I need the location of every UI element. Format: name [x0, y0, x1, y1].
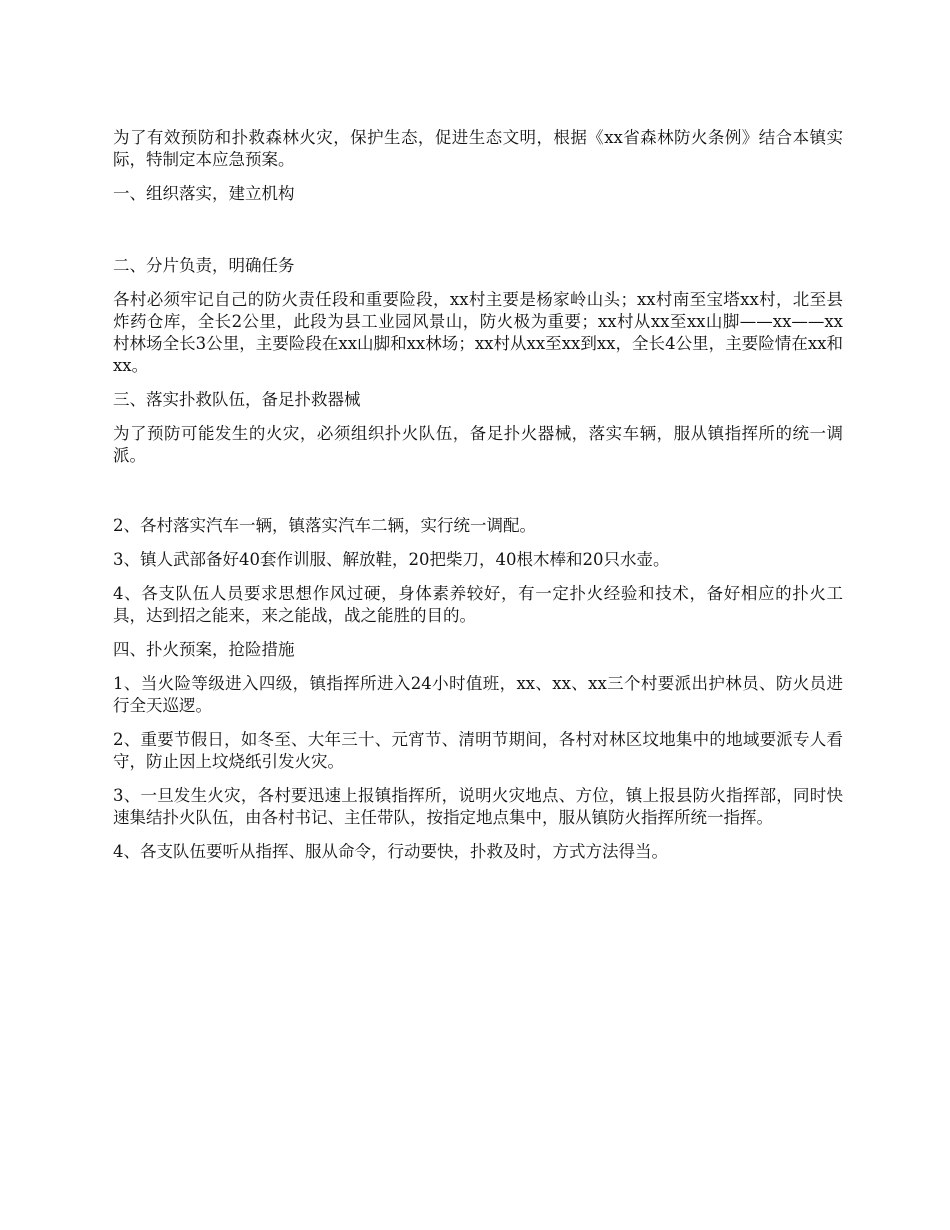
section-4-item: 1、当火险等级进入四级，镇指挥所进入24小时值班，xx、xx、xx三个村要派出护林员、防火员进行全天巡逻。 [113, 674, 843, 715]
section-1-heading: 一、组织落实，建立机构 [113, 184, 295, 203]
blank-space [113, 217, 843, 255]
section-3-item: 3、镇人武部备好40套作训服、解放鞋，20把柴刀，40根木棒和20只水壶。 [113, 550, 670, 569]
section-3-item: 2、各村落实汽车一辆，镇落实汽车二辆，实行统一调配。 [113, 516, 536, 535]
section-4-heading: 四、扑火预案，抢险措施 [113, 640, 295, 659]
section-4-item: 3、一旦发生火灾，各村要迅速上报镇指挥所，说明火灾地点、方位，镇上报县防火指挥部，同时快速集结扑火队伍，由各村书记、主任带队，按指定地点集中，服从镇防火指挥所统一指挥。 [113, 786, 843, 827]
section-4-item: 4、各支队伍要听从指挥、服从命令，行动要快，扑救及时，方式方法得当。 [113, 842, 668, 861]
intro-paragraph: 为了有效预防和扑救森林火灾，保护生态，促进生态文明，根据《xx省森林防火条例》结合本镇实际，特制定本应急预案。 [113, 128, 843, 169]
section-3-item: 4、各支队伍人员要求思想作风过硬，身体素养较好，有一定扑火经验和技术，备好相应的扑火工具，达到招之能来，来之能战，战之能胜的目的。 [113, 584, 843, 625]
section-4-item: 2、重要节假日，如冬至、大年三十、元宵节、清明节期间，各村对林区坟地集中的地域要派专人看守，防止因上坟烧纸引发火灾。 [113, 730, 843, 771]
section-2-heading: 二、分片负责，明确任务 [113, 256, 295, 275]
section-3-heading: 三、落实扑救队伍，备足扑救器械 [113, 390, 361, 409]
section-2-paragraph: 各村必须牢记自己的防火责任段和重要险段，xx村主要是杨家岭山头；xx村南至宝塔xx村，北至县炸药仓库，全长2公里，此段为县工业园风景山，防火极为重要；xx村从xx至xx山脚——xx——xx村林场全长3公里，主要险段在xx山脚和xx林场；xx村从xx至xx到xx，全长4公里，主要险情在xx和xx。 [113, 290, 843, 375]
document-body [113, 127, 843, 875]
section-3-paragraph: 为了预防可能发生的火灾，必须组织扑火队伍，备足扑火器械，落实车辆，服从镇指挥所的统一调派。 [113, 424, 843, 465]
blank-space [113, 479, 843, 515]
